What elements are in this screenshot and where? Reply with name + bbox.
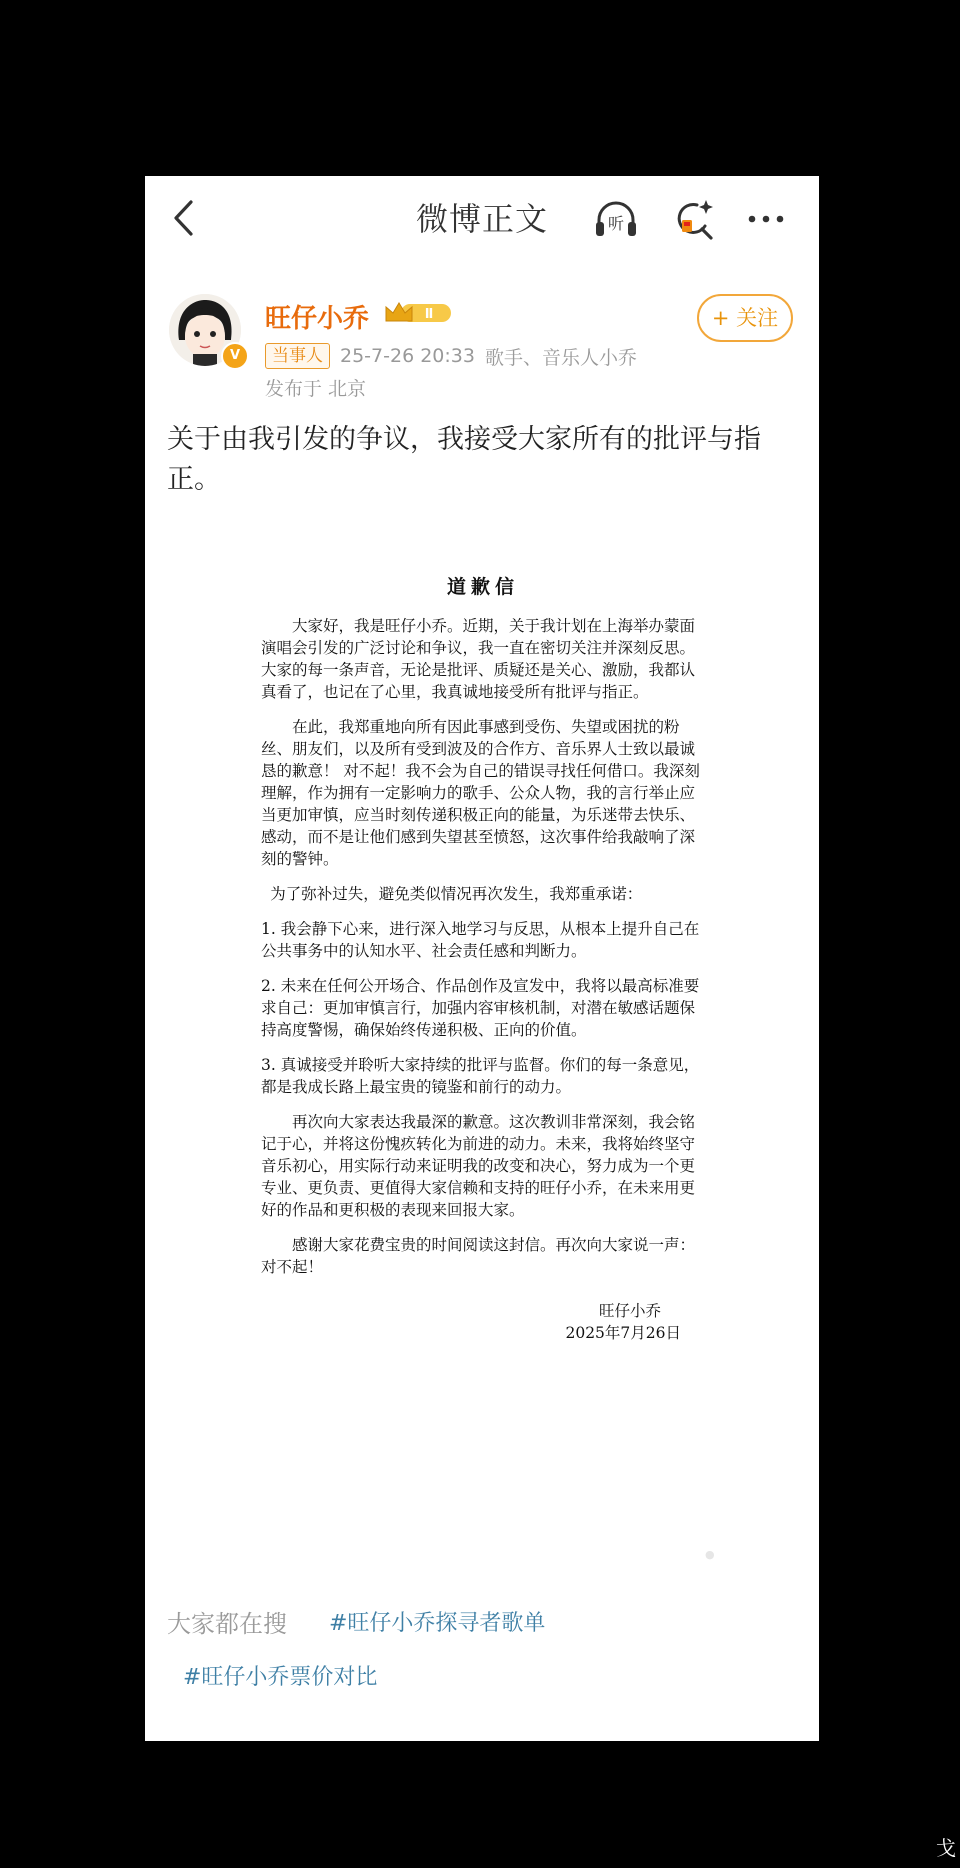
role-tag: 当事人 xyxy=(265,343,330,369)
crown-level-icon xyxy=(383,299,455,327)
letter-paragraph: 在此，我郑重地向所有因此事感到受伤、失望或困扰的粉丝、朋友们，以及所有受到波及的合作方、音乐界人士致以最诚恳的歉意！ 对不起！我不会为自己的错误寻找任何借口。我深刻理解，作为拥有一定影响力的歌手、公众人物，我的言行举止应当更加审慎，应当时刻传递积极正向的能量，为乐迷带去快乐、感动，而不是让他们感到失望甚至愤怒，这次事件给我敲响了深刻的警钟。 xyxy=(261,718,700,868)
more-dots-icon[interactable] xyxy=(743,196,789,242)
top-nav-bar xyxy=(145,176,819,260)
post-meta xyxy=(265,342,637,370)
apology-letter-image[interactable] xyxy=(261,572,705,1344)
follow-button[interactable]: + 关注 xyxy=(697,294,793,342)
trending-topic[interactable]: #旺仔小乔票价对比 xyxy=(183,1665,378,1690)
post-time: 25-7-26 20:33 xyxy=(340,345,475,367)
signature-date: 2025年7月26日 xyxy=(565,1324,681,1342)
letter-paragraph: 1. 我会静下心来，进行深入地学习与反思，从根本上提升自己在公共事务中的认知水平、社会责任感和判断力。 xyxy=(261,920,700,960)
image-watermark: ● xyxy=(705,1548,715,1561)
page-title: 微博正文 xyxy=(415,200,548,238)
letter-paragraph: 为了弥补过失，避免类似情况再次发生，我郑重承诺： xyxy=(270,885,643,903)
letter-paragraph: 3. 真诚接受并聆听大家持续的批评与监督。你们的每一条意见，都是我成长路上最宝贵的镜鉴和前行的动力。 xyxy=(261,1056,700,1096)
crown-level-label: Ⅱ xyxy=(424,307,434,322)
letter-signature xyxy=(261,1300,705,1344)
trending-topic[interactable]: #旺仔小乔探寻者歌单 xyxy=(329,1611,546,1636)
signature-name: 旺仔小乔 xyxy=(598,1302,661,1320)
letter-title: 道歉信 xyxy=(446,576,519,598)
verified-badge: V xyxy=(221,342,249,370)
letter-paragraph: 再次向大家表达我最深的歉意。这次教训非常深刻，我会铭记于心，并将这份愧疚转化为前进的动力。未来，我将始终坚守音乐初心，用实际行动来证明我的改变和决心，努力成为一个更专业、更负责、更值得大家信赖和支持的旺仔小乔，在未来用更好的作品和更积极的表现来回报大家。 xyxy=(261,1113,696,1219)
author-intro: 歌手、音乐人小乔 xyxy=(484,346,637,369)
letter-paragraph: 大家好，我是旺仔小乔。近期，关于我计划在上海举办蒙面演唱会引发的广泛讨论和争议，我一直在密切关注并深刻反思。大家的每一条声音，无论是批评、质疑还是关心、激励，我都认真看了，也记在了心里，我真诚地接受所有批评与指正。 xyxy=(261,617,696,701)
headphones-listen-icon[interactable] xyxy=(593,196,639,242)
listen-label: 听 xyxy=(607,214,625,233)
author-name[interactable]: 旺仔小乔 xyxy=(265,304,370,334)
trending-search-label: 大家都在搜 xyxy=(167,1610,287,1638)
ai-spark-search-icon[interactable] xyxy=(671,196,717,242)
letter-paragraph: 2. 未来在任何公开场合、作品创作及宣发中，我将以最高标准要求自己：更加审慎言行，加强内容审核机制，对潜在敏感话题保持高度警惕，确保始终传递积极、正向的价值。 xyxy=(261,977,700,1039)
letter-paragraph: 感谢大家花费宝贵的时间阅读这封信。再次向大家说一声：对不起！ xyxy=(261,1236,696,1276)
weibo-post-screen xyxy=(145,176,819,1741)
post-location: 发布于 北京 xyxy=(265,378,367,400)
post-text: 关于由我引发的争议，我接受大家所有的批评与指正。 xyxy=(167,424,761,495)
corner-text: 戈 xyxy=(936,1836,956,1860)
